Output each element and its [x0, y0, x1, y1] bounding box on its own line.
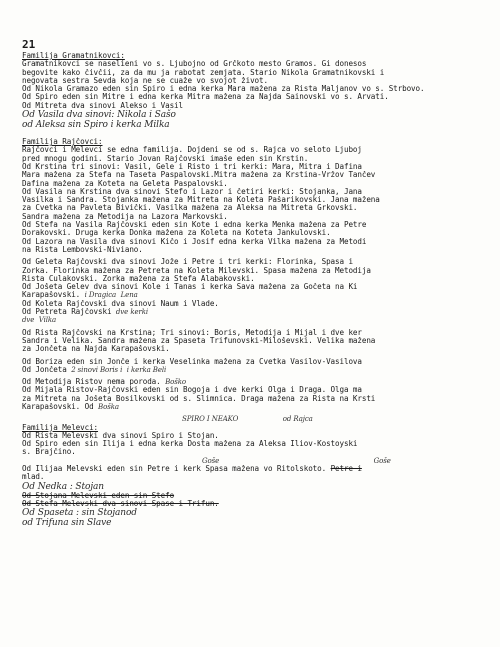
section-heading: Familija Rajčovci: [22, 138, 103, 147]
section-heading: Familija Melevci: [22, 423, 99, 432]
text-line [22, 403, 492, 411]
text-line: Rista Culakovski. Zorka mažena za Stefa Alabakovski. [22, 274, 255, 283]
handwritten-note: Boško [165, 378, 187, 387]
text-line: na Rista Lembovski-Niviano. [22, 245, 143, 254]
struck-text: Od Stojana Melevski eden sin Stefo [22, 491, 175, 500]
text-line: Od Koleta Rajčovski dva sinovi Naum i Vlade. [22, 299, 219, 308]
text-line: Od Rista Rajčovski na Krstina; Tri sinovi: Boris, Metodija i Mijal i dve ker [22, 328, 362, 337]
text-line: Od Spiro eden sin Mitre i edna kerka Mitra mažena za Najda Šainovski vo s. Arvati. [22, 93, 389, 102]
text-line: Od Jošeta Gelev dva sinovi Kole i Tanas i kerka Sava mažena za Gočeta na Ki [22, 283, 358, 292]
struck-text: Petre i [330, 465, 362, 474]
text-fragment: Od Metodija Ristov nema poroda. [22, 378, 161, 387]
text-line: Sandra i Velika. Sandra mažena za Spaseta Trifunovski-Miloševski. Velika mažena [22, 336, 376, 345]
text-line: Od Nikola Gramazo eden sin Spiro i edna kerka Mara mažena za Rista Maljanov vo s. Štrbovo. [22, 85, 425, 94]
document-body [22, 52, 492, 528]
handwritten-note: i Dragica [84, 291, 117, 300]
handwritten-note: dve kerki [115, 308, 149, 317]
handwritten-note: od Aleksa sin Spiro i kerka Milka [22, 120, 170, 131]
handwritten-row [22, 415, 492, 423]
handwritten-note: 2 sinovi Boris i [71, 365, 123, 374]
text-line: Od Mijala Ristov-Rajčovski eden sin Bogoja i dve kerki Olga i Draga. Olga ma [22, 386, 362, 395]
text-line: s. Brajčino. [22, 448, 76, 457]
text-line [22, 291, 492, 299]
text-fragment: Od Jončeta [22, 365, 67, 374]
text-fragment: Karapašovski. [22, 291, 81, 300]
text-line: Od Vasila na Krstina dva sinovi Stefo i Lazor i četiri kerki: Stojanka, Jana [22, 187, 362, 196]
text-line: begovite kako čivčii, za da mu ja rabotat zemjata. Stario Nikola Gramatnikovski i [22, 68, 385, 77]
handwritten-note: Vilka [38, 316, 57, 325]
text-line: Mara mažena za Stefa na Taseta Paspalovski.Mitra mažena za Krstina-Vržov Tančev [22, 171, 376, 180]
handwritten-note: Lena [120, 291, 138, 300]
text-line: mlad. [22, 473, 45, 482]
text-line: negovata sestra Sevda koja ne se cuaže vo svojot život. [22, 76, 268, 85]
text-line: Od Krstina tri sinovi: Vasil, Gele i Risto i tri kerki: Mara, Mitra i Dafina [22, 162, 362, 171]
text-line: za Cvetka na Pavleta Bivički. Vasilka mažena za Aleksa na Mitreta Grkovski. [22, 204, 358, 213]
text-line: Od Mitreta dva sinovi Alekso i Vasil [22, 101, 183, 110]
handwritten-note: dve [22, 316, 35, 325]
handwritten-note: Boška [98, 402, 119, 411]
page-number: 21 [22, 38, 36, 51]
handwritten-note: od Trifuna sin Slave [22, 518, 112, 529]
section-heading: Familija Gramatnikovci: [22, 52, 125, 60]
text-line [22, 378, 492, 386]
handwritten-row [22, 316, 492, 324]
text-line: Dafina mažena za Koteta na Geleta Paspalovski. [22, 179, 228, 188]
text-line [22, 308, 492, 316]
text-line [22, 465, 492, 473]
text-line: Vasilka i Sandra. Stojanka mažena za Mitreta na Koleta Pašarikovski. Jana mažena [22, 196, 380, 205]
handwritten-note: Goše [373, 456, 391, 465]
text-line: Gramatnikovci se naselieni vo s. Ljubojno od Grčkoto mesto Gramos. Gi donesos [22, 60, 367, 69]
handwritten-note: Od Spaseta : sin Stojanod [22, 508, 137, 519]
text-line: za Jončeta na Najda Karapašovski. [22, 345, 170, 354]
text-line: Dorakovski. Druga kerka Donka mažena za Koleta na Koteta Jankulovski. [22, 229, 331, 238]
text-line: Od Lazora na Vasila dva sinovi Kičo i Josif edna kerka Vilka mažena za Metodi [22, 237, 367, 246]
handwritten-note: SPIRO I NEAKO [182, 415, 239, 424]
text-line: Sandra mažena za Metodija na Lazora Markovski. [22, 212, 228, 221]
text-line: Od Geleta Rajčovski dva sinovi Jože i Petre i tri kerki: Florinka, Spasa i [22, 258, 353, 267]
handwritten-note: Od Vasila dva sinovi: Nikola i Sašo [22, 110, 176, 121]
text-line: Rajčovci i Melevci se edna familija. Dojdeni se od s. Rajca vo seloto Ljuboj [22, 146, 362, 155]
struck-text: Od Stefa Melevski dva sinovi Spase i Trifun. [22, 499, 219, 508]
text-line: Od Rista Melevski dva sinovi Spiro i Stojan. [22, 431, 219, 440]
text-fragment: Karapašovski. Od [22, 402, 94, 411]
text-line: Od Stefa na Vasila Rajčovski eden sin Kote i edna kerka Menka mažena za Petre [22, 221, 367, 230]
text-line: za Mitreta na Jošeta Bosilkovski od s. Slimnica. Draga mažena za Rista na Krsti [22, 394, 376, 403]
text-line: Od Boriza eden sin Jonče i kerka Veselinka mažena za Cvetka Vasilov-Vasilova [22, 357, 362, 366]
text-line: Zorka. Florinka mažena za Petreta na Koleta Milevski. Spasa mažena za Metodija [22, 266, 371, 275]
handwritten-row [22, 457, 492, 465]
text-line: Od Spiro eden sin Ilija i edna kerka Dosta mažena za Aleksa Iliov-Kostoyski [22, 440, 358, 449]
text-fragment: Od Ilijaa Melevski eden sin Petre i kerk Spasa mažena vo Ritolskoto. [22, 465, 327, 474]
handwritten-note: Goše [202, 456, 220, 465]
text-line: pred mnogu godini. Stario Jovan Rajčovski imaše eden sin Krstin. [22, 154, 309, 163]
text-fragment: Od Petreta Rajčovski [22, 308, 112, 317]
text-line [22, 366, 492, 374]
handwritten-note: od Rajca [282, 415, 313, 424]
handwritten-note: Od Nedka : Stojan [22, 481, 104, 492]
handwritten-note: i kerka Beli [126, 365, 167, 374]
